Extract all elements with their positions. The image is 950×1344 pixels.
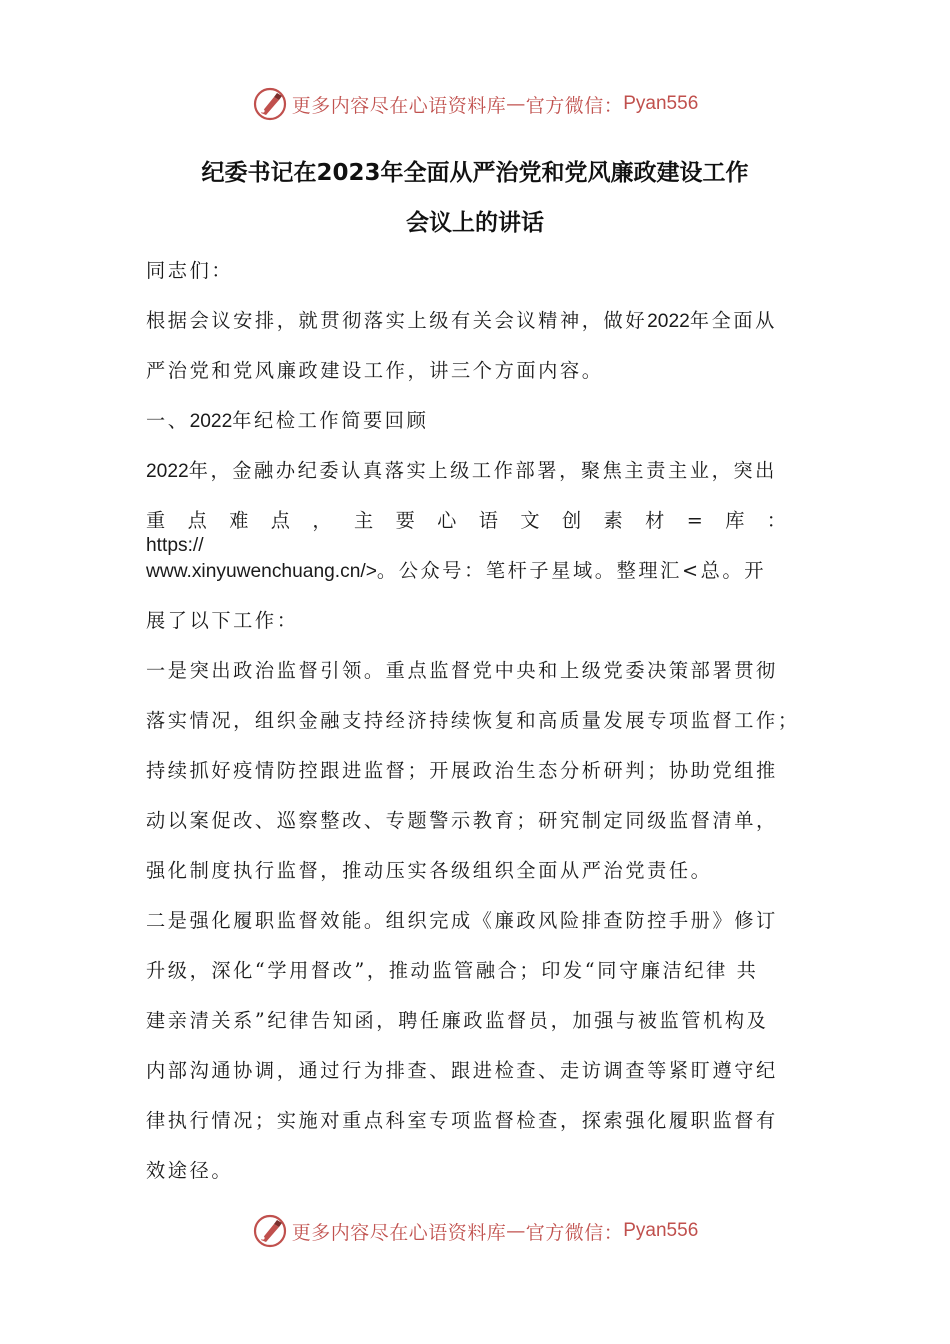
document-title-line-2: 会议上的讲话 [406,210,544,236]
intro-text-2: 年全面从 [689,309,777,332]
banner-dash: — [506,1220,526,1242]
pen-nib-logo-icon [252,86,288,122]
heading-text: 年纪检工作简要回顾 [232,409,429,432]
header-banner [0,84,950,124]
paragraph-3-line-3: 建亲清关系”纪律告知函，聘任廉政监督员，加强与被监管机构及 [146,1009,769,1032]
document-title-line-1: 纪委书记在2023年全面从严治党和党风廉政建设工作 [201,160,749,186]
paragraph-2-line-3: 持续抓好疫情防控跟进监督；开展政治生态分析研判；协助党组推 [146,759,778,782]
banner-text: 更多内容尽在心语资料库 [291,1221,507,1244]
pen-nib-logo-icon [252,1213,288,1249]
paragraph-3-line-5: 律执行情况；实施对重点科室专项监督检查，探索强化履职监督有 [146,1109,778,1132]
paragraph-1-line-3 [146,556,806,583]
heading-prefix: 一、 [146,409,190,432]
paragraph-2-line-5: 强化制度执行监督，推动压实各级组织全面从严治党责任。 [146,859,713,882]
greeting: 同志们： [146,259,234,282]
paragraph-3-line-4: 内部沟通协调，通过行为排查、跟进检查、走访调查等紧盯遵守纪 [146,1059,778,1082]
paragraph-3-line-1: 二是强化履职监督效能。组织完成《廉政风险排查防控手册》修订 [146,909,778,932]
banner-wechat-label: 官方微信： [525,94,624,117]
footer-banner [0,1211,950,1251]
section-heading-1 [146,406,806,433]
paragraph-3-line-6: 效途径。 [146,1159,234,1182]
intro-year: 2022 [647,311,690,332]
banner-wechat-id: Pyan556 [623,93,699,114]
p1-text: 年，金融办纪委认真落实上级工作部署，聚焦主责主业，突出 [188,459,777,482]
intro-line-1 [146,306,806,333]
paragraph-1-line-2 [146,506,806,557]
paragraph-1-line-4: 展了以下工作： [146,609,299,632]
intro-text: 根据会议安排，就贯彻落实上级有关会议精神，做好 [146,309,648,332]
p1-text-b: 重点难点，主要心语文创素材=库： [146,509,806,532]
banner-wechat-id: Pyan556 [623,1220,699,1241]
banner-wechat-label: 官方微信： [525,1221,624,1244]
banner-dash: — [506,93,526,115]
paragraph-1-line-1 [146,456,806,483]
paragraph-2-line-4: 动以案促改、巡察整改、专题警示教育；研究制定同级监督清单， [146,809,778,832]
p1-url-end[interactable]: www.xinyuwenchuang.cn/> [146,561,377,582]
banner-text: 更多内容尽在心语资料库 [291,94,507,117]
paragraph-3-line-2: 升级，深化“学用督改”，推动监管融合；印发“同守廉洁纪律 共 [146,959,759,982]
p1-text-c: 。公众号：笔杆子星域。整理汇<总。开 [376,559,766,582]
heading-year: 2022 [189,411,233,432]
paragraph-2-line-2: 落实情况，组织金融支持经济持续恢复和高质量发展专项监督工作； [146,709,800,732]
paragraph-2-line-1: 一是突出政治监督引领。重点监督党中央和上级党委决策部署贯彻 [146,659,778,682]
intro-line-2: 严治党和党风廉政建设工作，讲三个方面内容。 [146,359,604,382]
p1-url-start[interactable]: https:// [146,535,204,556]
p1-year: 2022 [146,461,189,482]
